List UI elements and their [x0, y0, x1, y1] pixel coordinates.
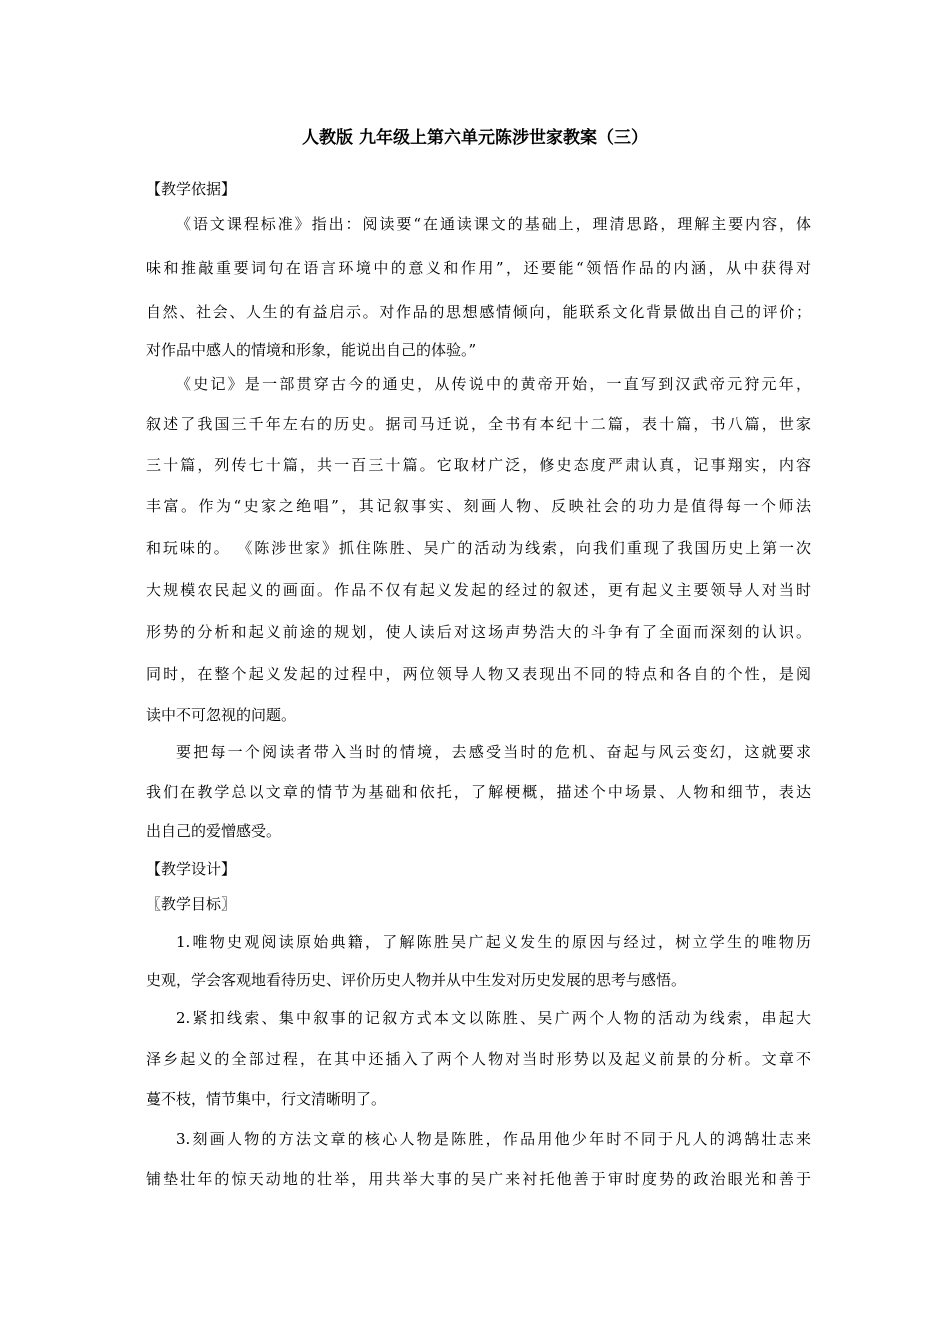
text-line: 蔓不枝，情节集中，行文清晰明了。	[146, 1090, 387, 1108]
text-line: 叙述了我国三千年左右的历史。据司马迁说，全书有本纪十二篇，表十篇，书八篇，世家	[146, 415, 811, 433]
text-line: 《语文课程标准》指出：阅读要“在通读课文的基础上，理清思路，理解主要内容，体	[176, 215, 811, 233]
text-line: 形势的分析和起义前途的规划，使人读后对这场声势浩大的斗争有了全面而深刻的认识。	[146, 623, 811, 641]
text-line: 读中不可忽视的问题。	[146, 706, 297, 724]
text-line: 大规模农民起义的画面。作品不仅有起义发起的经过的叙述，更有起义主要领导人对当时	[146, 581, 811, 599]
text-line: 《史记》是一部贯穿古今的通史，从传说中的黄帝开始，一直写到汉武帝元狩元年，	[176, 375, 811, 393]
text-line: 泽乡起义的全部过程，在其中还插入了两个人物对当时形势以及起义前景的分析。文章不	[146, 1050, 811, 1068]
text-line: 自然、社会、人生的有益启示。对作品的思想感情倾向，能联系文化背景做出自己的评价；	[146, 303, 811, 321]
text-line: 要把每一个阅读者带入当时的情境，去感受当时的危机、奋起与风云变幻，这就要求	[176, 743, 811, 761]
text-line: 出自己的爱憎感受。	[146, 822, 282, 840]
text-line: 史观，学会客观地看待历史、评价历史人物并从中生发对历史发展的思考与感悟。	[146, 971, 687, 989]
text-line: 同时，在整个起义发起的过程中，两位领导人物又表现出不同的特点和各自的个性，是阅	[146, 665, 811, 683]
text-line: 我们在教学总以文章的情节为基础和依托，了解梗概，描述个中场景、人物和细节，表达	[146, 783, 811, 801]
section-heading-teaching-basis: 【教学依据】	[146, 180, 237, 198]
text-line: 对作品中感人的情境和形象，能说出自己的体验。”	[146, 341, 477, 359]
text-line: 2.紧扣线索、集中叙事的记叙方式本文以陈胜、吴广两个人物的活动为线索，串起大	[176, 1009, 811, 1027]
document-title: 人教版 九年级上第六单元陈涉世家教案（三）	[302, 128, 648, 148]
text-line: 味和推敲重要词句在语言环境中的意义和作用”，还要能“领悟作品的内涵，从中获得对	[146, 259, 811, 277]
text-line: 丰富。作为“史家之绝唱”，其记叙事实、刻画人物、反映社会的功力是值得每一个师法	[146, 497, 811, 515]
text-line: 铺垫壮年的惊天动地的壮举，用共举大事的吴广来衬托他善于审时度势的政治眼光和善于	[146, 1170, 811, 1188]
text-line: 和玩味的。 《陈涉世家》抓住陈胜、吴广的活动为线索，向我们重现了我国历史上第一次	[146, 539, 811, 557]
text-line: 三十篇，列传七十篇，共一百三十篇。它取材广泛，修史态度严肃认真，记事翔实，内容	[146, 456, 811, 474]
text-line: 1.唯物史观阅读原始典籍，了解陈胜吴广起义发生的原因与经过，树立学生的唯物历	[176, 933, 811, 951]
text-line: 3.刻画人物的方法文章的核心人物是陈胜，作品用他少年时不同于凡人的鸿鹄壮志来	[176, 1130, 811, 1148]
subheading-teaching-goals: 〖教学目标〗	[146, 895, 237, 913]
section-heading-teaching-design: 【教学设计】	[146, 860, 237, 878]
